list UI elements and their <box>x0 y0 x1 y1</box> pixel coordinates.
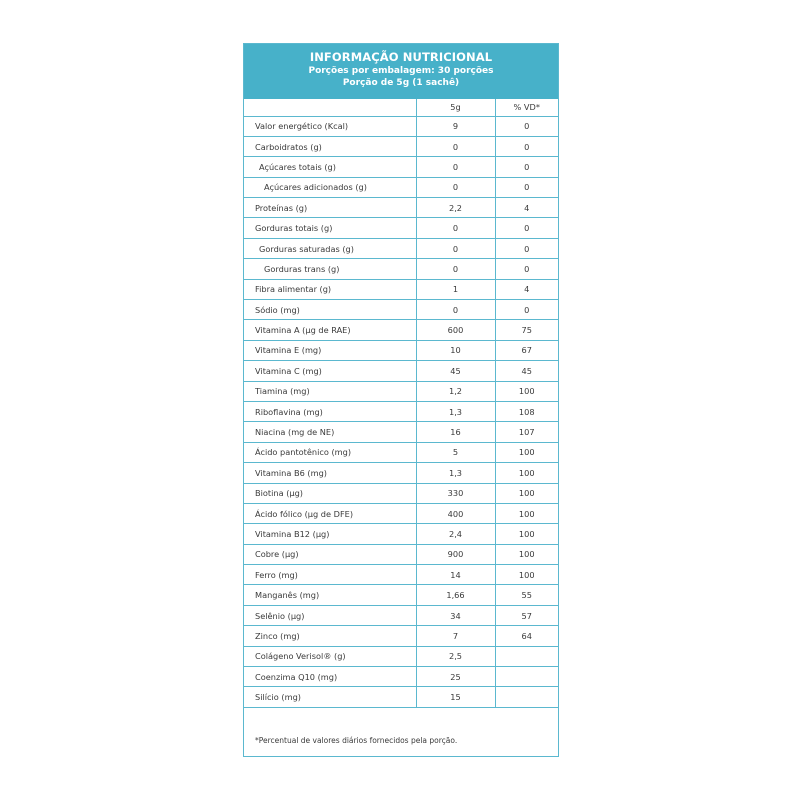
nutrient-amount: 0 <box>416 157 495 177</box>
nutrient-name: Fibra alimentar (g) <box>244 279 416 299</box>
nutrition-facts-panel <box>243 43 559 757</box>
nutrient-daily-value <box>495 646 558 666</box>
nutrient-amount: 0 <box>416 238 495 258</box>
nutrient-amount: 2,4 <box>416 524 495 544</box>
nutrient-daily-value: 0 <box>495 238 558 258</box>
table-row <box>244 524 558 544</box>
nutrient-name: Selênio (µg) <box>244 605 416 625</box>
nutrient-amount: 7 <box>416 626 495 646</box>
nutrient-amount: 34 <box>416 605 495 625</box>
nutrient-daily-value: 100 <box>495 565 558 585</box>
table-row <box>244 646 558 666</box>
table-row <box>244 177 558 197</box>
table-row <box>244 300 558 320</box>
nutrient-name: Valor energético (Kcal) <box>244 116 416 136</box>
table-row <box>244 136 558 156</box>
nutrient-amount: 1 <box>416 279 495 299</box>
nutrient-name: Tiamina (mg) <box>244 381 416 401</box>
nutrient-name: Silício (mg) <box>244 687 416 707</box>
table-row <box>244 667 558 687</box>
nutrient-amount: 10 <box>416 340 495 360</box>
nutrient-amount: 0 <box>416 177 495 197</box>
nutrition-header <box>244 44 558 99</box>
nutrient-daily-value: 0 <box>495 218 558 238</box>
nutrient-daily-value: 0 <box>495 300 558 320</box>
table-row <box>244 157 558 177</box>
nutrient-amount: 0 <box>416 259 495 279</box>
nutrient-amount: 900 <box>416 544 495 564</box>
nutrient-amount: 14 <box>416 565 495 585</box>
nutrient-amount: 2,5 <box>416 646 495 666</box>
table-row <box>244 585 558 605</box>
nutrient-name: Biotina (µg) <box>244 483 416 503</box>
nutrient-daily-value: 75 <box>495 320 558 340</box>
nutrient-daily-value: 100 <box>495 463 558 483</box>
nutrient-name: Cobre (µg) <box>244 544 416 564</box>
footnote: *Percentual de valores diários fornecidos pela porção. <box>255 736 458 745</box>
nutrient-daily-value: 0 <box>495 177 558 197</box>
table-row <box>244 340 558 360</box>
table-row <box>244 259 558 279</box>
column-header-value: 5g <box>416 99 495 116</box>
nutrient-daily-value: 55 <box>495 585 558 605</box>
nutrient-daily-value: 108 <box>495 401 558 421</box>
portion-size: Porção de 5g (1 sachê) <box>342 78 460 88</box>
nutrient-daily-value: 100 <box>495 524 558 544</box>
table-row <box>244 605 558 625</box>
nutrient-name: Sódio (mg) <box>244 300 416 320</box>
nutrient-amount: 2,2 <box>416 198 495 218</box>
nutrient-daily-value: 4 <box>495 279 558 299</box>
nutrient-daily-value: 100 <box>495 442 558 462</box>
table-row <box>244 463 558 483</box>
servings-per-package: Porções por embalagem: 30 porções <box>308 66 494 76</box>
table-row <box>244 442 558 462</box>
table-row <box>244 320 558 340</box>
nutrient-name: Carboidratos (g) <box>244 136 416 156</box>
nutrient-name: Vitamina B6 (mg) <box>244 463 416 483</box>
nutrient-amount: 1,3 <box>416 463 495 483</box>
nutrient-name: Zinco (mg) <box>244 626 416 646</box>
nutrient-name: Manganês (mg) <box>244 585 416 605</box>
nutrient-daily-value: 57 <box>495 605 558 625</box>
table-row <box>244 483 558 503</box>
nutrient-amount: 9 <box>416 116 495 136</box>
nutrient-name: Vitamina C (mg) <box>244 361 416 381</box>
nutrient-daily-value <box>495 687 558 707</box>
nutrient-daily-value: 0 <box>495 136 558 156</box>
nutrient-name: Vitamina A (µg de RAE) <box>244 320 416 340</box>
nutrient-amount: 1,2 <box>416 381 495 401</box>
table-row <box>244 626 558 646</box>
nutrient-amount: 400 <box>416 503 495 523</box>
table-row <box>244 687 558 707</box>
table-row <box>244 503 558 523</box>
nutrition-table <box>244 99 558 708</box>
nutrient-amount: 1,3 <box>416 401 495 421</box>
nutrient-name: Colágeno Verisol® (g) <box>244 646 416 666</box>
nutrient-daily-value: 0 <box>495 116 558 136</box>
nutrient-amount: 16 <box>416 422 495 442</box>
table-row <box>244 422 558 442</box>
nutrient-name: Ácido fólico (µg de DFE) <box>244 503 416 523</box>
nutrition-title: INFORMAÇÃO NUTRICIONAL <box>309 50 493 64</box>
table-row <box>244 381 558 401</box>
nutrient-amount: 45 <box>416 361 495 381</box>
column-header-name <box>244 99 416 116</box>
nutrient-daily-value: 64 <box>495 626 558 646</box>
table-row <box>244 401 558 421</box>
nutrient-name: Coenzima Q10 (mg) <box>244 667 416 687</box>
table-row <box>244 218 558 238</box>
nutrient-amount: 25 <box>416 667 495 687</box>
nutrient-name: Açúcares adicionados (g) <box>244 177 416 197</box>
nutrient-daily-value: 0 <box>495 157 558 177</box>
nutrient-amount: 15 <box>416 687 495 707</box>
nutrient-name: Ferro (mg) <box>244 565 416 585</box>
nutrient-name: Niacina (mg de NE) <box>244 422 416 442</box>
nutrient-amount: 600 <box>416 320 495 340</box>
nutrient-daily-value <box>495 667 558 687</box>
table-row <box>244 198 558 218</box>
nutrient-name: Riboflavina (mg) <box>244 401 416 421</box>
nutrient-amount: 0 <box>416 136 495 156</box>
nutrient-amount: 1,66 <box>416 585 495 605</box>
nutrient-daily-value: 100 <box>495 544 558 564</box>
nutrient-name: Gorduras totais (g) <box>244 218 416 238</box>
nutrient-name: Vitamina B12 (µg) <box>244 524 416 544</box>
nutrient-amount: 0 <box>416 300 495 320</box>
table-row <box>244 238 558 258</box>
nutrient-name: Açúcares totais (g) <box>244 157 416 177</box>
nutrient-amount: 330 <box>416 483 495 503</box>
nutrient-daily-value: 100 <box>495 483 558 503</box>
nutrition-rows <box>244 116 558 707</box>
nutrient-daily-value: 4 <box>495 198 558 218</box>
nutrient-name: Gorduras trans (g) <box>244 259 416 279</box>
nutrient-daily-value: 67 <box>495 340 558 360</box>
nutrient-name: Proteínas (g) <box>244 198 416 218</box>
nutrient-daily-value: 100 <box>495 503 558 523</box>
nutrient-amount: 5 <box>416 442 495 462</box>
column-header-dv: % VD* <box>495 99 558 116</box>
nutrient-amount: 0 <box>416 218 495 238</box>
nutrient-name: Ácido pantotênico (mg) <box>244 442 416 462</box>
table-row <box>244 279 558 299</box>
nutrient-daily-value: 0 <box>495 259 558 279</box>
table-row <box>244 116 558 136</box>
nutrient-name: Vitamina E (mg) <box>244 340 416 360</box>
nutrient-name: Gorduras saturadas (g) <box>244 238 416 258</box>
table-row <box>244 544 558 564</box>
nutrient-daily-value: 107 <box>495 422 558 442</box>
nutrient-daily-value: 100 <box>495 381 558 401</box>
table-header-row <box>244 99 558 116</box>
nutrient-daily-value: 45 <box>495 361 558 381</box>
table-row <box>244 565 558 585</box>
table-row <box>244 361 558 381</box>
